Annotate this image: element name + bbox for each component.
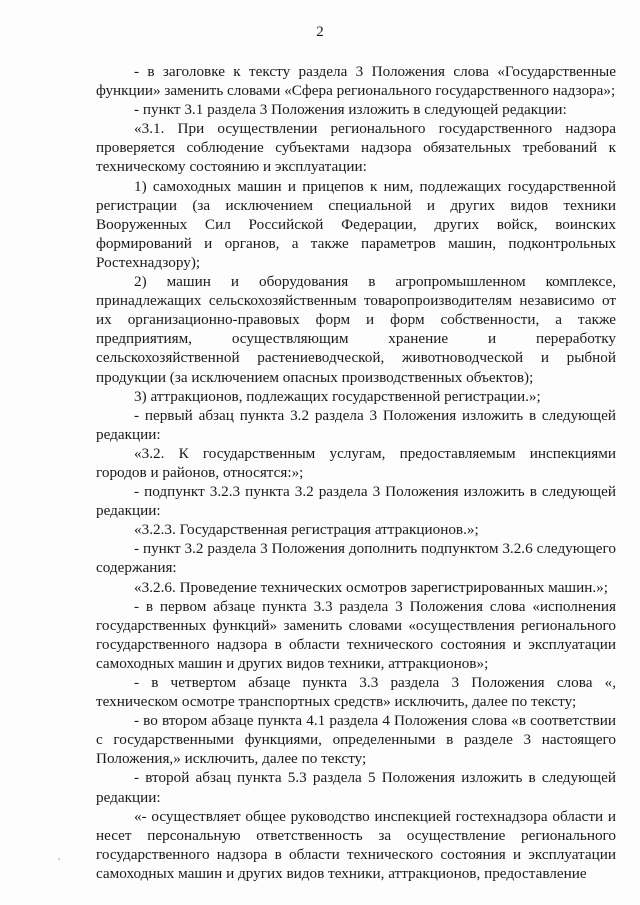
paragraph: - пункт 3.1 раздела 3 Положения изложить в следующей редакции: <box>134 101 567 119</box>
paragraph: «3.1. При осуществлении регионального государственного надзора проверяется соблюдение субъектами надзора обязательных требований к техническому состоянию и эксплуатации: <box>96 120 616 176</box>
paragraph: «3.2.6. Проведение технических осмотров зарегистрированных машин.»; <box>134 578 608 596</box>
paragraph: 1) самоходных машин и прицепов к ним, подлежащих государственной регистрации (за исключением специальной и других видов техники Вооруженных Сил Российской Федерации, других войск, воинских формирований и органов, а также параметров машин, подконтрольных Ростехнадзору); <box>96 177 616 271</box>
paragraph: - в первом абзаце пункта 3.3 раздела 3 Положения слова «исполнения государственных функций» заменить словами «осуществления регионального государственного надзора в области технического состояния и эксплуатации самоходных машин и других видов техники, аттракционов»; <box>96 597 616 672</box>
paragraph: - в заголовке к тексту раздела 3 Положения слова «Государственные функции» заменить словами «Сфера регионального государственного надзора»; <box>96 63 616 100</box>
paragraph: «3.2. К государственным услугам, предоставляемым инспекциями городов и районов, относятся:»; <box>96 444 616 481</box>
paragraph: - во втором абзаце пункта 4.1 раздела 4 Положения слова «в соответствии с государственными функциями, определенными в разделе 3 настоящего Положения,» исключить, далее по тексту; <box>96 712 616 768</box>
document-body <box>96 62 616 883</box>
paragraph: - подпункт 3.2.3 пункта 3.2 раздела 3 Положения изложить в следующей редакции: <box>96 483 616 520</box>
paragraph: 2) машин и оборудования в агропромышленном комплексе, принадлежащих сельскохозяйственным товаропроизводителям независимо от их организационно-правовых форм и форм собственности, а также предприятиям, осуществляющим хранение и переработку сельскохозяйственной растениеводческой, животноводческой и рыбной продукции (за исключением опасных производственных объектов); <box>96 273 616 386</box>
scan-speck <box>58 858 60 860</box>
paragraph: «- осуществляет общее руководство инспекцией гостехнадзора области и несет персональную ответственность за осуществление регионального государственного надзора в области технического состояния и эксплуатации самоходных машин и других видов техники, аттракционов, предоставление <box>96 807 616 882</box>
paragraph: - первый абзац пункта 3.2 раздела 3 Положения изложить в следующей редакции: <box>96 406 616 443</box>
paragraph: - второй абзац пункта 5.3 раздела 5 Положения изложить в следующей редакции: <box>96 769 616 806</box>
paragraph: - пункт 3.2 раздела 3 Положения дополнить подпунктом 3.2.6 следующего содержания: <box>96 540 616 577</box>
page-number: 2 <box>316 24 324 40</box>
paragraph: - в четвертом абзаце пункта 3.3 раздела 3 Положения слова «, техническом осмотре транспортных средств» исключить, далее по тексту; <box>96 674 616 711</box>
paragraph: 3) аттракционов, подлежащих государственной регистрации.»; <box>134 387 541 405</box>
paragraph: «3.2.3. Государственная регистрация аттракционов.»; <box>134 521 479 539</box>
